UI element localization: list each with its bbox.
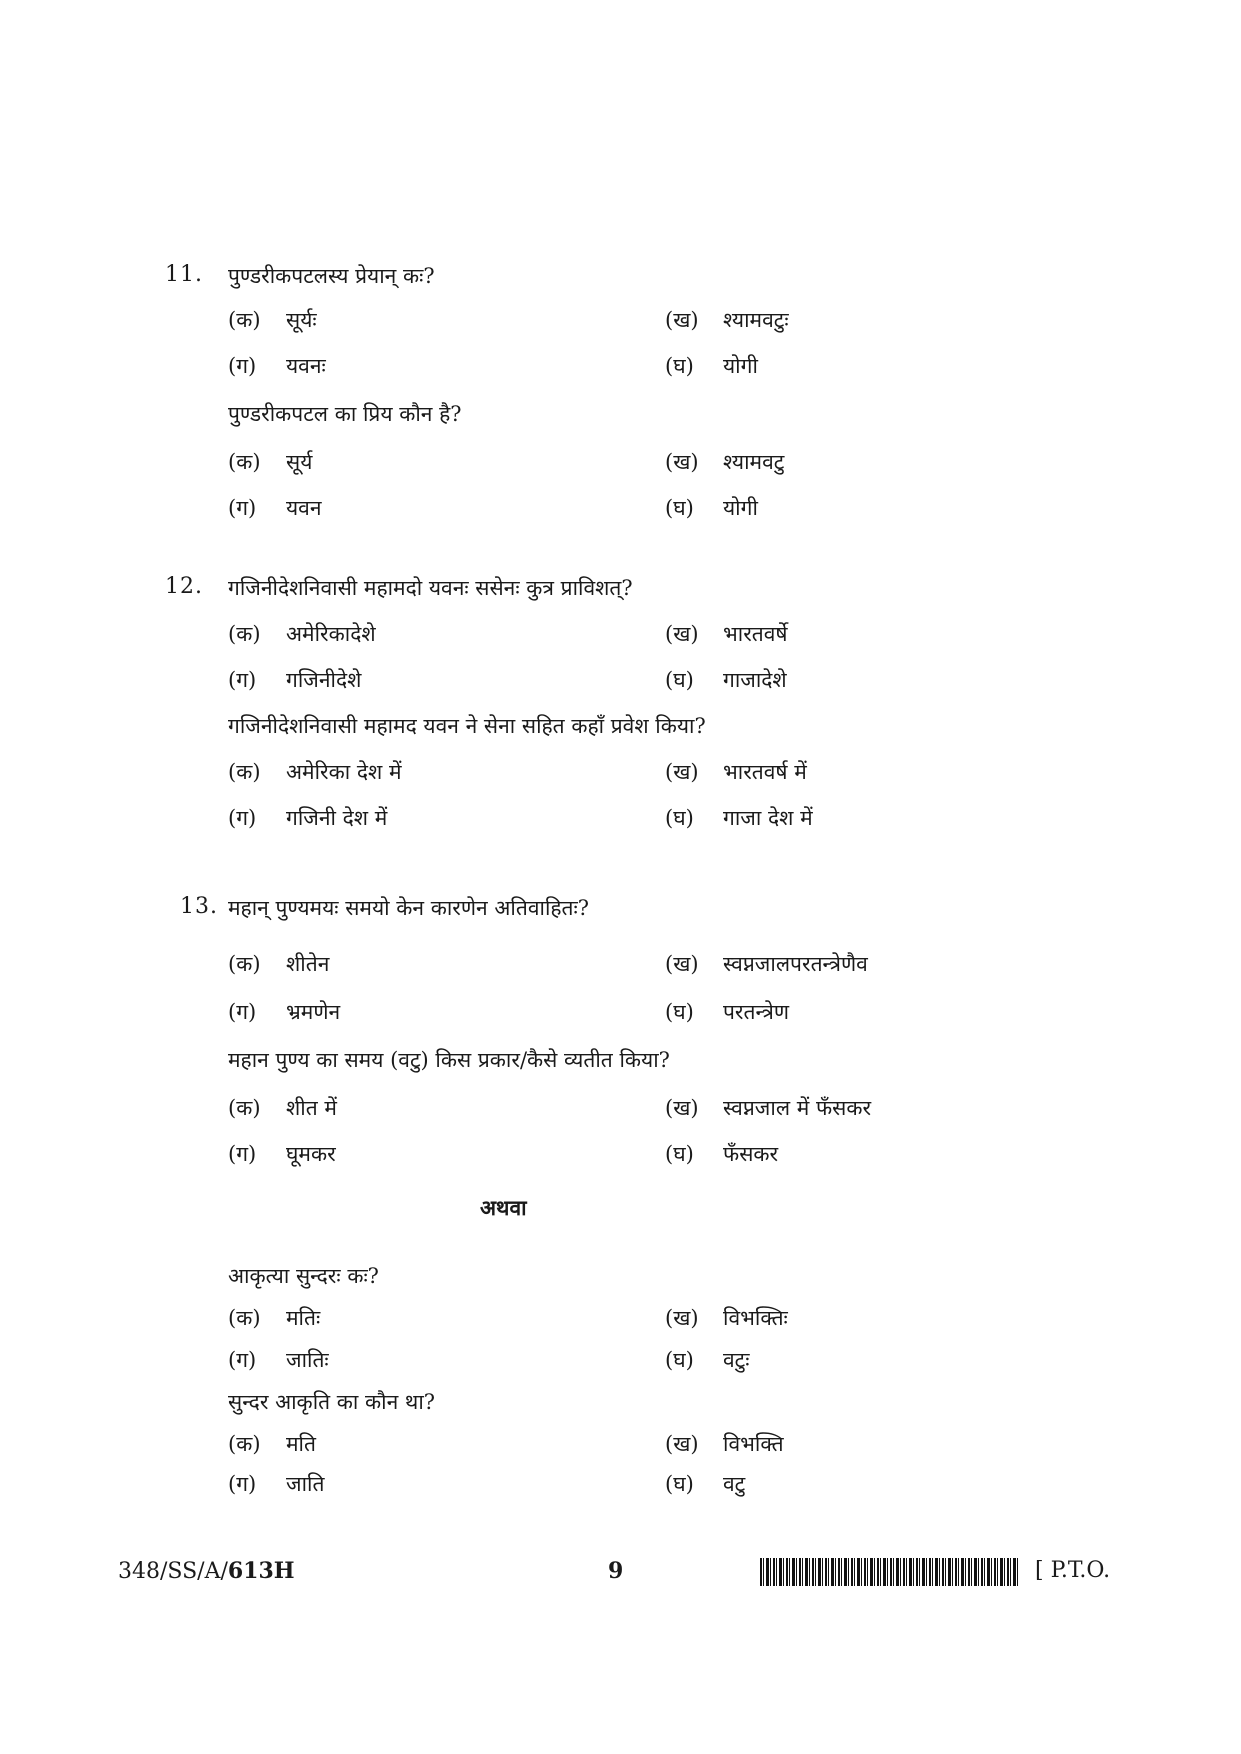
option-ka: (क) मति (228, 1432, 316, 1456)
question-number: 13. (180, 894, 218, 919)
option-kha: (ख) स्वप्नजाल में फँसकर (665, 1096, 872, 1120)
barcode-image (760, 1558, 1020, 1586)
option-ga: (ग) जातिः (228, 1348, 329, 1372)
option-gha: (घ) वटुः (665, 1348, 750, 1372)
pto-label: [ P.T.O. (1035, 1558, 1111, 1583)
option-ga: (ग) गजिनीदेशे (228, 668, 362, 692)
option-kha: (ख) श्यामवटु (665, 450, 785, 474)
option-kha: (ख) श्यामवटुः (665, 308, 789, 332)
or-separator: अथवा (480, 1195, 527, 1220)
question-text-sanskrit: आकृत्या सुन्दरः कः? (228, 1264, 379, 1288)
question-text-sanskrit: पुण्डरीकपटलस्य प्रेयान् कः? (228, 264, 435, 288)
option-ka: (क) सूर्य (228, 450, 313, 474)
paper-code: 348/SS/A/613H (118, 1558, 295, 1584)
option-ka: (क) मतिः (228, 1306, 321, 1330)
option-kha: (ख) भारतवर्षे (665, 622, 788, 646)
option-gha: (घ) गाजा देश में (665, 806, 813, 830)
question-text-hindi: महान पुण्य का समय (वटु) किस प्रकार/कैसे व्यतीत किया? (228, 1048, 670, 1072)
question-text-hindi: सुन्दर आकृति का कौन था? (228, 1390, 436, 1414)
option-kha: (ख) विभक्ति (665, 1432, 784, 1456)
option-ga: (ग) गजिनी देश में (228, 806, 388, 830)
question-text-sanskrit: गजिनीदेशनिवासी महामदो यवनः ससेनः कुत्र प्राविशत्? (228, 576, 633, 600)
option-ka: (क) अमेरिका देश में (228, 760, 402, 784)
question-text-hindi: गजिनीदेशनिवासी महामद यवन ने सेना सहित कहाँ प्रवेश किया? (228, 714, 706, 738)
option-gha: (घ) वटु (665, 1472, 746, 1496)
option-gha: (घ) फँसकर (665, 1142, 779, 1166)
option-ga: (ग) यवन (228, 496, 322, 520)
option-ka: (क) सूर्यः (228, 308, 317, 332)
option-ka: (क) अमेरिकादेशे (228, 622, 376, 646)
option-gha: (घ) परतन्त्रेण (665, 1000, 790, 1024)
question-number: 12. (165, 574, 203, 599)
page-footer (0, 1558, 1241, 1598)
option-ga: (ग) जाति (228, 1472, 325, 1496)
option-gha: (घ) गाजादेशे (665, 668, 787, 692)
option-ga: (ग) घूमकर (228, 1142, 336, 1166)
question-text-hindi: पुण्डरीकपटल का प्रिय कौन है? (228, 402, 462, 426)
option-gha: (घ) योगी (665, 496, 758, 520)
option-ga: (ग) यवनः (228, 354, 326, 378)
option-gha: (घ) योगी (665, 354, 758, 378)
option-ka: (क) शीत में (228, 1096, 337, 1120)
option-ga: (ग) भ्रमणेन (228, 1000, 341, 1024)
option-kha: (ख) भारतवर्ष में (665, 760, 807, 784)
page-number: 9 (608, 1558, 624, 1584)
option-ka: (क) शीतेन (228, 952, 330, 976)
question-number: 11. (165, 262, 203, 287)
question-text-sanskrit: महान् पुण्यमयः समयो केन कारणेन अतिवाहितः? (228, 896, 590, 920)
option-kha: (ख) विभक्तिः (665, 1306, 788, 1330)
option-kha: (ख) स्वप्नजालपरतन्त्रेणैव (665, 952, 868, 976)
